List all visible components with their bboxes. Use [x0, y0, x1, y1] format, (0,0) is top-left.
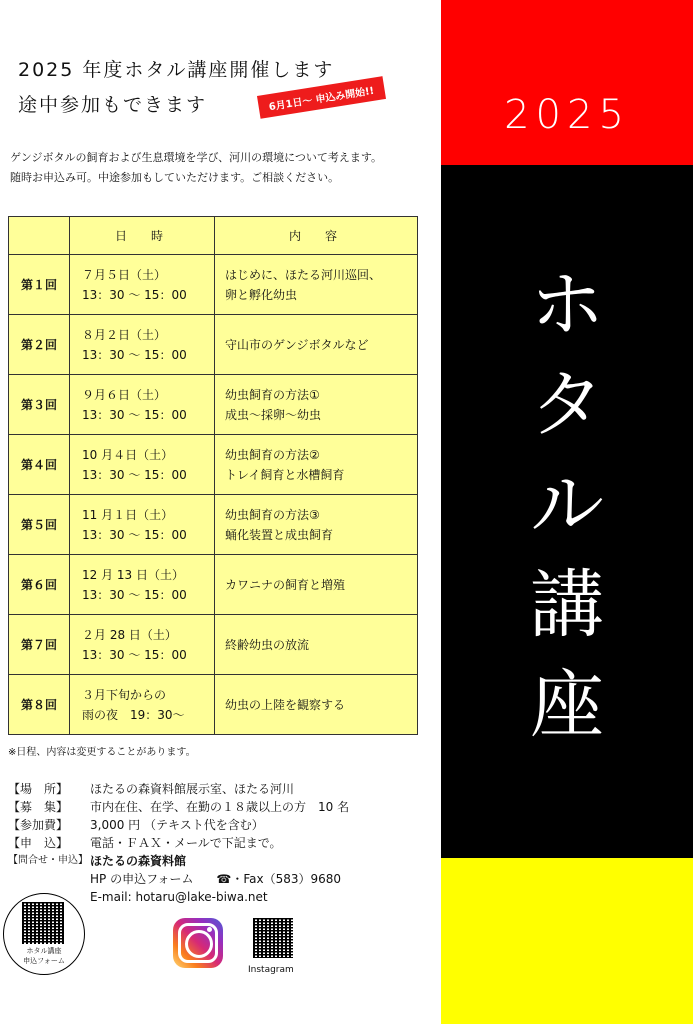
heading-line1: 2025 年度ホタル講座開催します [18, 59, 335, 81]
title-char: 座 [530, 662, 604, 748]
session-content [215, 675, 418, 735]
contact-label: 【問合せ・申込】 [8, 855, 88, 866]
fee-value: 3,000 円 （テキスト代を含む） [90, 818, 264, 832]
session-number: 第１回 [9, 255, 70, 315]
session-number: 第７回 [9, 615, 70, 675]
table-row [9, 615, 418, 675]
vertical-title [441, 255, 693, 755]
recruit-value: 市内在住、在学、在勤の１８歳以上の方 10 名 [90, 800, 350, 814]
place-value: ほたるの森資料館展示室、ほたる河川 [90, 782, 295, 796]
session-datetime [70, 615, 215, 675]
content-line: トレイ飼育と水槽飼育 [225, 467, 345, 482]
qr-caption-line: 申込フォーム [23, 957, 65, 965]
session-datetime [70, 675, 215, 735]
fee-label: 【参加費】 [8, 818, 69, 832]
info-block [8, 780, 438, 906]
session-number: 第２回 [9, 315, 70, 375]
info-row-recruit [8, 798, 438, 816]
intro-line: 随時お申込み可。中途参加もしていただけます。ご相談ください。 [10, 171, 340, 184]
header-content: 内 容 [215, 217, 418, 255]
intro-text [10, 148, 435, 188]
session-date: ２月 28 日（土） [82, 627, 177, 642]
application-start-ribbon: 6月1日～ 申込み開始!! [257, 76, 386, 119]
session-date: 11 月１日（土） [82, 507, 174, 522]
content-line: 終齢幼虫の放流 [225, 637, 310, 652]
schedule-note: ※日程、内容は変更することがあります。 [8, 747, 196, 758]
content-line: 守山市のゲンジボタルなど [225, 337, 369, 352]
content-line: 蛹化装置と成虫飼育 [225, 527, 334, 542]
session-time: 13：30 ～ 15：00 [82, 347, 187, 362]
info-row-apply [8, 834, 438, 852]
email-link[interactable]: E-mail: hotaru@lake-biwa.net [90, 890, 268, 904]
session-time: 13：30 ～ 15：00 [82, 587, 187, 602]
place-label: 【場 所】 [8, 782, 69, 796]
content-line: 成虫～採卵～幼虫 [225, 407, 322, 422]
session-content [215, 495, 418, 555]
session-time: 雨の夜 19：30～ [82, 707, 185, 722]
qr-caption-line: ホタル講座 [26, 947, 62, 955]
apply-label: 【申 込】 [8, 836, 69, 850]
table-row [9, 555, 418, 615]
session-date: ９月６日（土） [82, 387, 167, 402]
intro-line: ゲンジボタルの飼育および生息環境を学び、河川の環境について考えます。 [10, 151, 382, 164]
phone-fax: ☎・Fax（583）9680 [216, 872, 342, 886]
session-datetime [70, 315, 215, 375]
table-row [9, 375, 418, 435]
content-line: 幼虫飼育の方法② [225, 447, 320, 462]
table-row [9, 255, 418, 315]
content-line: 幼虫飼育の方法① [225, 387, 320, 402]
content-line: 卵と孵化幼虫 [225, 287, 298, 302]
table-row [9, 435, 418, 495]
session-content [215, 615, 418, 675]
session-content [215, 435, 418, 495]
session-datetime [70, 555, 215, 615]
apply-value: 電話・ＦＡＸ・メールで下記まで。 [90, 836, 282, 850]
table-row [9, 315, 418, 375]
schedule-table [8, 216, 418, 735]
heading-line2: 途中参加もできます [18, 94, 208, 116]
header-blank [9, 217, 70, 255]
title-char: タ [530, 362, 604, 448]
year-label: 2025 [504, 92, 630, 138]
session-time: 13：30 ～ 15：00 [82, 647, 187, 662]
table-row [9, 495, 418, 555]
info-row-contact [8, 852, 438, 870]
header-date: 日 時 [70, 217, 215, 255]
instagram-icon[interactable] [173, 918, 223, 968]
session-date: 10 月４日（土） [82, 447, 174, 462]
session-number: 第３回 [9, 375, 70, 435]
session-content [215, 555, 418, 615]
title-char: ル [530, 462, 604, 548]
session-time: 13：30 ～ 15：00 [82, 467, 187, 482]
hp-form-link[interactable]: HP の申込フォーム [90, 872, 194, 886]
session-date: ８月２日（土） [82, 327, 167, 342]
session-datetime [70, 255, 215, 315]
session-date: ７月５日（土） [82, 267, 167, 282]
session-content [215, 315, 418, 375]
session-date: ３月下旬からの [82, 687, 167, 702]
content-line: 幼虫の上陸を観察する [225, 697, 346, 712]
info-row-place [8, 780, 438, 798]
session-number: 第８回 [9, 675, 70, 735]
info-row-email [8, 888, 438, 906]
session-number: 第６回 [9, 555, 70, 615]
table-row [9, 675, 418, 735]
session-number: 第４回 [9, 435, 70, 495]
session-content [215, 375, 418, 435]
session-number: 第５回 [9, 495, 70, 555]
instagram-qr-code-icon[interactable] [253, 918, 293, 958]
session-datetime [70, 435, 215, 495]
session-time: 13：30 ～ 15：00 [82, 407, 187, 422]
info-row-fee [8, 816, 438, 834]
table-header-row [9, 217, 418, 255]
session-datetime [70, 495, 215, 555]
session-time: 13：30 ～ 15：00 [82, 527, 187, 542]
qr-caption [4, 946, 84, 966]
qr-code-icon [22, 902, 64, 944]
session-datetime [70, 375, 215, 435]
info-row-hp [8, 870, 438, 888]
session-time: 13：30 ～ 15：00 [82, 287, 187, 302]
content-line: はじめに、ほたる河川巡回、 [225, 267, 382, 282]
yellow-band [441, 858, 693, 1024]
application-form-qr[interactable] [3, 893, 85, 975]
red-band [441, 0, 693, 165]
instagram-caption: Instagram [248, 965, 294, 975]
organization-name: ほたるの森資料館 [90, 854, 187, 868]
session-content [215, 255, 418, 315]
recruit-label: 【募 集】 [8, 800, 69, 814]
session-date: 12 月 13 日（土） [82, 567, 184, 582]
title-char: 講 [530, 562, 604, 648]
content-line: 幼虫飼育の方法③ [225, 507, 320, 522]
title-char: ホ [530, 262, 604, 348]
content-line: カワニナの飼育と増殖 [225, 577, 346, 592]
